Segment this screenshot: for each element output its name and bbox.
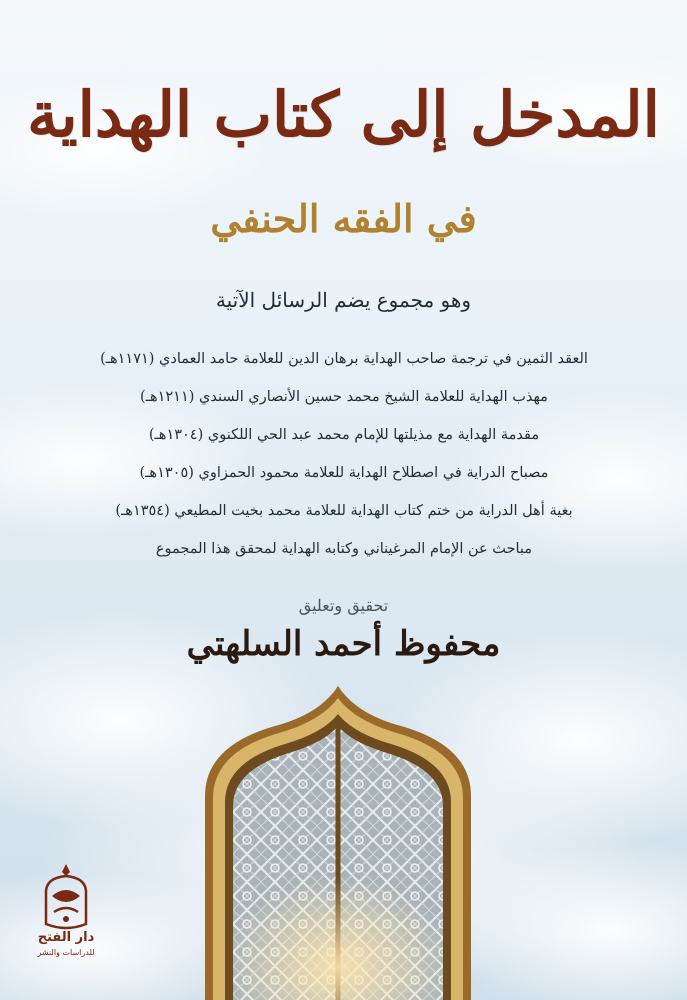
treatise-list [85, 340, 603, 568]
publisher-logo-icon [36, 862, 96, 934]
editor-label: تحقيق وتعليق [298, 596, 389, 615]
book-subtitle: في الفقه الحنفي [210, 196, 477, 241]
arched-door-icon [205, 686, 471, 1000]
publisher-tagline: للدراسات والنشر [37, 948, 95, 957]
publisher-name: دار الفتح [37, 930, 95, 945]
editor-name: محفوظ أحمد السلهتي [186, 624, 501, 664]
treatise-item: مباحث عن الإمام المرغيناني وكتابه الهداية لمحقق هذا المجموع [155, 541, 533, 557]
book-title: المدخل إلى كتاب الهداية [27, 78, 660, 151]
treatise-item: مصباح الدراية في اصطلاح الهداية للعلامة محمود الحمزاوي (١٣٠٥هـ) [139, 465, 549, 481]
treatise-item: بغية أهل الدراية من ختم كتاب الهداية للعلامة محمد بخيت المطيعي (١٣٥٤هـ) [115, 503, 573, 519]
treatise-item: مهذب الهداية للعلامة الشيخ محمد حسين الأنصاري السندي (١٢١١هـ) [140, 389, 548, 405]
collection-line: وهو مجموع يضم الرسائل الآتية [215, 288, 472, 312]
treatise-item: العقد الثمين في ترجمة صاحب الهداية برهان الدين للعلامة حامد العمادي (١١٧١هـ) [100, 351, 588, 367]
treatise-item: مقدمة الهداية مع مذيلتها للإمام محمد عبد الحي اللكنوي (١٣٠٤هـ) [148, 427, 540, 443]
